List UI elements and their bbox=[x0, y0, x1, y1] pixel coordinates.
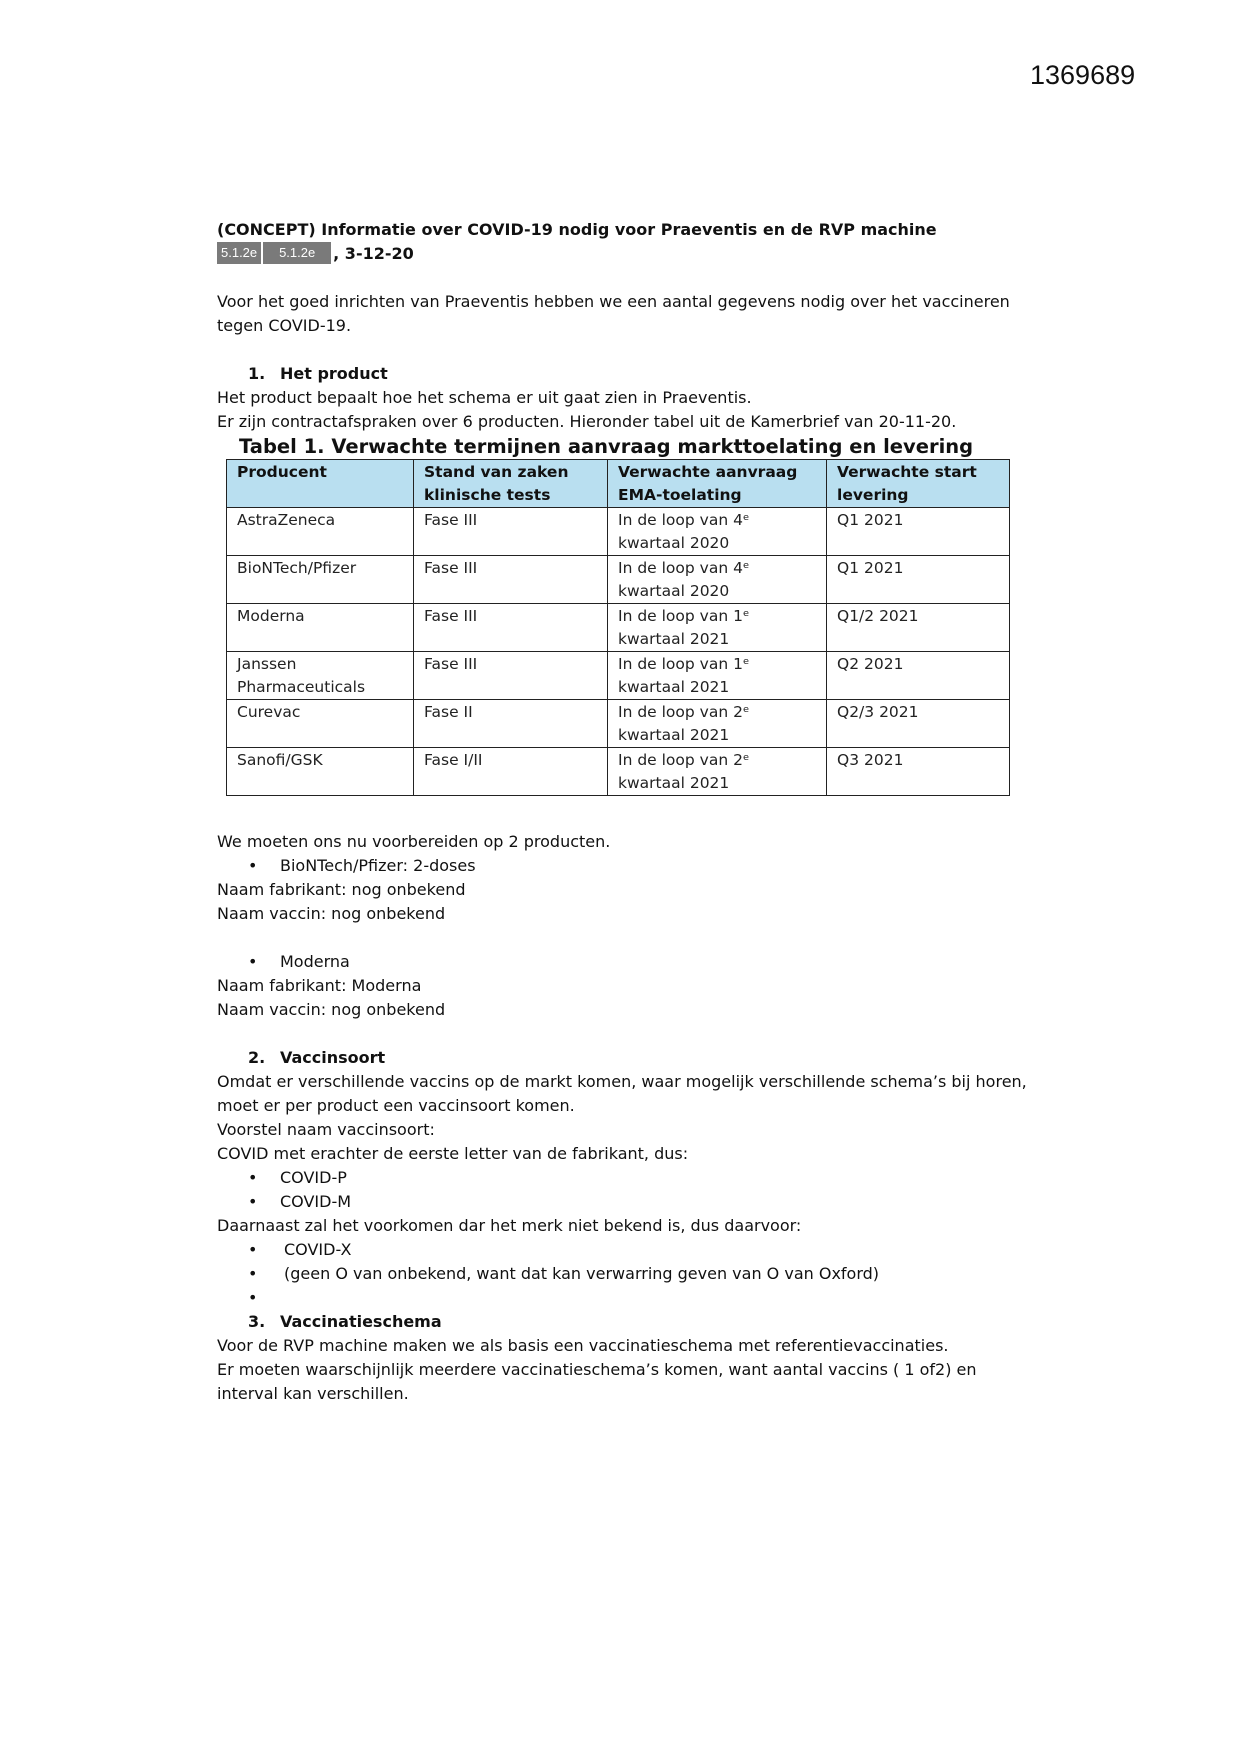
paragraph-line: Omdat er verschillende vaccins op de markt komen, waar mogelijk verschillende schema’s bij horen, bbox=[217, 1072, 1027, 1091]
cell-text: AstraZeneca bbox=[237, 511, 336, 529]
table-header-row bbox=[227, 460, 1010, 508]
table-cell bbox=[827, 748, 1010, 796]
table-cell bbox=[608, 748, 827, 796]
bullet-icon: • bbox=[248, 952, 258, 971]
section-heading bbox=[217, 362, 1047, 386]
list-item-text: COVID-X bbox=[284, 1240, 352, 1259]
cell-text: In de loop van 4ᵉ bbox=[618, 559, 750, 577]
header-cell bbox=[827, 460, 1010, 508]
header-text: Stand van zaken bbox=[424, 463, 569, 481]
table-row bbox=[227, 652, 1010, 700]
table-cell bbox=[414, 652, 608, 700]
table-cell bbox=[227, 604, 414, 652]
cell-text: In de loop van 1ᵉ bbox=[618, 607, 750, 625]
paragraph-line: Voorstel naam vaccinsoort: bbox=[217, 1120, 435, 1139]
document-title: (CONCEPT) Informatie over COVID-19 nodig voor Praeventis en de RVP machine bbox=[217, 220, 937, 239]
cell-text: kwartaal 2021 bbox=[618, 774, 730, 792]
list-item bbox=[217, 854, 1047, 878]
redaction-block: 5.1.2e bbox=[263, 242, 331, 264]
paragraph-line: Er zijn contractafspraken over 6 producten. Hieronder tabel uit de Kamerbrief van 20-11-20. bbox=[217, 412, 957, 431]
table-row bbox=[227, 748, 1010, 796]
table-cell bbox=[227, 508, 414, 556]
paragraph-line: interval kan verschillen. bbox=[217, 1384, 409, 1403]
table-cell bbox=[608, 556, 827, 604]
bullet-icon: • bbox=[248, 1168, 258, 1187]
document-date: , 3-12-20 bbox=[333, 244, 414, 263]
table-cell bbox=[827, 652, 1010, 700]
section-number: 3. bbox=[248, 1312, 266, 1331]
table-cell bbox=[227, 652, 414, 700]
product-table bbox=[226, 459, 1010, 796]
paragraph-line: COVID met erachter de eerste letter van de fabrikant, dus: bbox=[217, 1144, 689, 1163]
table-cell bbox=[827, 700, 1010, 748]
cell-text: In de loop van 2ᵉ bbox=[618, 751, 750, 769]
bullet-icon: • bbox=[248, 1264, 258, 1283]
cell-text: kwartaal 2021 bbox=[618, 630, 730, 648]
list-item-text: Moderna bbox=[280, 952, 350, 971]
list-item-text: (geen O van onbekend, want dat kan verwarring geven van O van Oxford) bbox=[284, 1264, 880, 1283]
section-title: Vaccinatieschema bbox=[280, 1312, 442, 1331]
cell-text: In de loop van 2ᵉ bbox=[618, 703, 750, 721]
cell-text: Fase III bbox=[424, 559, 478, 577]
cell-text: In de loop van 1ᵉ bbox=[618, 655, 750, 673]
paragraph-line: Naam fabrikant: nog onbekend bbox=[217, 880, 466, 899]
document-number: 1369689 bbox=[1030, 60, 1136, 90]
table-cell bbox=[227, 700, 414, 748]
header-text: Producent bbox=[237, 463, 327, 481]
paragraph-line: Het product bepaalt hoe het schema er uit gaat zien in Praeventis. bbox=[217, 388, 752, 407]
table-row bbox=[227, 604, 1010, 652]
header-text: Verwachte start bbox=[837, 463, 977, 481]
table-cell bbox=[414, 508, 608, 556]
table-row bbox=[227, 700, 1010, 748]
cell-text: Fase III bbox=[424, 655, 478, 673]
table-cell bbox=[608, 652, 827, 700]
list-item bbox=[217, 1166, 1047, 1190]
list-item bbox=[217, 950, 1047, 974]
header-text: klinische tests bbox=[424, 486, 551, 504]
table-title: Tabel 1. Verwachte termijnen aanvraag markttoelating en levering bbox=[239, 435, 974, 458]
section-heading bbox=[217, 1046, 1047, 1070]
section-heading bbox=[217, 1310, 1047, 1334]
cell-text: Q2/3 2021 bbox=[837, 703, 919, 721]
section-title: Het product bbox=[280, 364, 388, 383]
paragraph-line: moet er per product een vaccinsoort komen. bbox=[217, 1096, 575, 1115]
table-cell bbox=[608, 508, 827, 556]
table-cell bbox=[827, 604, 1010, 652]
list-item bbox=[217, 1238, 1047, 1262]
cell-text: Pharmaceuticals bbox=[237, 678, 366, 696]
document-body bbox=[217, 218, 1047, 1406]
header-cell bbox=[227, 460, 414, 508]
cell-text: Fase III bbox=[424, 511, 478, 529]
table-row bbox=[227, 508, 1010, 556]
bullet-icon: • bbox=[248, 856, 258, 875]
paragraph-line: Naam fabrikant: Moderna bbox=[217, 976, 422, 995]
cell-text: Curevac bbox=[237, 703, 301, 721]
table-cell bbox=[414, 748, 608, 796]
list-item-text: COVID-P bbox=[280, 1168, 347, 1187]
paragraph-line: Naam vaccin: nog onbekend bbox=[217, 904, 446, 923]
cell-text: Fase III bbox=[424, 607, 478, 625]
list-item-text: BioNTech/Pfizer: 2-doses bbox=[280, 856, 476, 875]
table-cell bbox=[608, 604, 827, 652]
cell-text: Q1 2021 bbox=[837, 559, 904, 577]
cell-text: Q1 2021 bbox=[837, 511, 904, 529]
section-number: 1. bbox=[248, 364, 266, 383]
cell-text: Q1/2 2021 bbox=[837, 607, 919, 625]
list-item bbox=[217, 1286, 1047, 1310]
table-cell bbox=[827, 556, 1010, 604]
table-cell bbox=[227, 748, 414, 796]
paragraph-line: Er moeten waarschijnlijk meerdere vaccinatieschema’s komen, want aantal vaccins ( 1 of2) en bbox=[217, 1360, 977, 1379]
section-number: 2. bbox=[248, 1048, 266, 1067]
intro-line: tegen COVID-19. bbox=[217, 316, 352, 335]
cell-text: In de loop van 4ᵉ bbox=[618, 511, 750, 529]
table-row bbox=[227, 556, 1010, 604]
header-cell bbox=[414, 460, 608, 508]
cell-text: Q3 2021 bbox=[837, 751, 904, 769]
cell-text: Janssen bbox=[237, 655, 297, 673]
redaction-block: 5.1.2e bbox=[217, 242, 261, 264]
cell-text: Fase I/II bbox=[424, 751, 483, 769]
paragraph-line: Voor de RVP machine maken we als basis een vaccinatieschema met referentievaccinaties. bbox=[217, 1336, 949, 1355]
table-cell bbox=[414, 604, 608, 652]
table-cell bbox=[227, 556, 414, 604]
table-cell bbox=[414, 556, 608, 604]
cell-text: Sanofi/GSK bbox=[237, 751, 323, 769]
cell-text: Fase II bbox=[424, 703, 473, 721]
section-title: Vaccinsoort bbox=[280, 1048, 386, 1067]
header-text: EMA-toelating bbox=[618, 486, 742, 504]
bullet-icon: • bbox=[248, 1240, 258, 1259]
header-cell bbox=[608, 460, 827, 508]
table-cell bbox=[414, 700, 608, 748]
bullet-icon: • bbox=[248, 1192, 258, 1211]
table-cell bbox=[827, 508, 1010, 556]
list-item bbox=[217, 1262, 1047, 1286]
paragraph-line: Naam vaccin: nog onbekend bbox=[217, 1000, 446, 1019]
cell-text: kwartaal 2020 bbox=[618, 582, 730, 600]
cell-text: kwartaal 2020 bbox=[618, 534, 730, 552]
paragraph-line: Daarnaast zal het voorkomen dar het merk niet bekend is, dus daarvoor: bbox=[217, 1216, 802, 1235]
cell-text: Moderna bbox=[237, 607, 305, 625]
cell-text: kwartaal 2021 bbox=[618, 678, 730, 696]
header-text: levering bbox=[837, 486, 909, 504]
bullet-icon: • bbox=[248, 1288, 258, 1307]
cell-text: BioNTech/Pfizer bbox=[237, 559, 357, 577]
list-item-text: COVID-M bbox=[280, 1192, 352, 1211]
cell-text: Q2 2021 bbox=[837, 655, 904, 673]
cell-text: kwartaal 2021 bbox=[618, 726, 730, 744]
list-item bbox=[217, 1190, 1047, 1214]
intro-line: Voor het goed inrichten van Praeventis hebben we een aantal gegevens nodig over het vaccineren bbox=[217, 292, 1010, 311]
author-date-line bbox=[217, 242, 1047, 266]
header-text: Verwachte aanvraag bbox=[618, 463, 798, 481]
paragraph-line: We moeten ons nu voorbereiden op 2 producten. bbox=[217, 832, 611, 851]
table-cell bbox=[608, 700, 827, 748]
